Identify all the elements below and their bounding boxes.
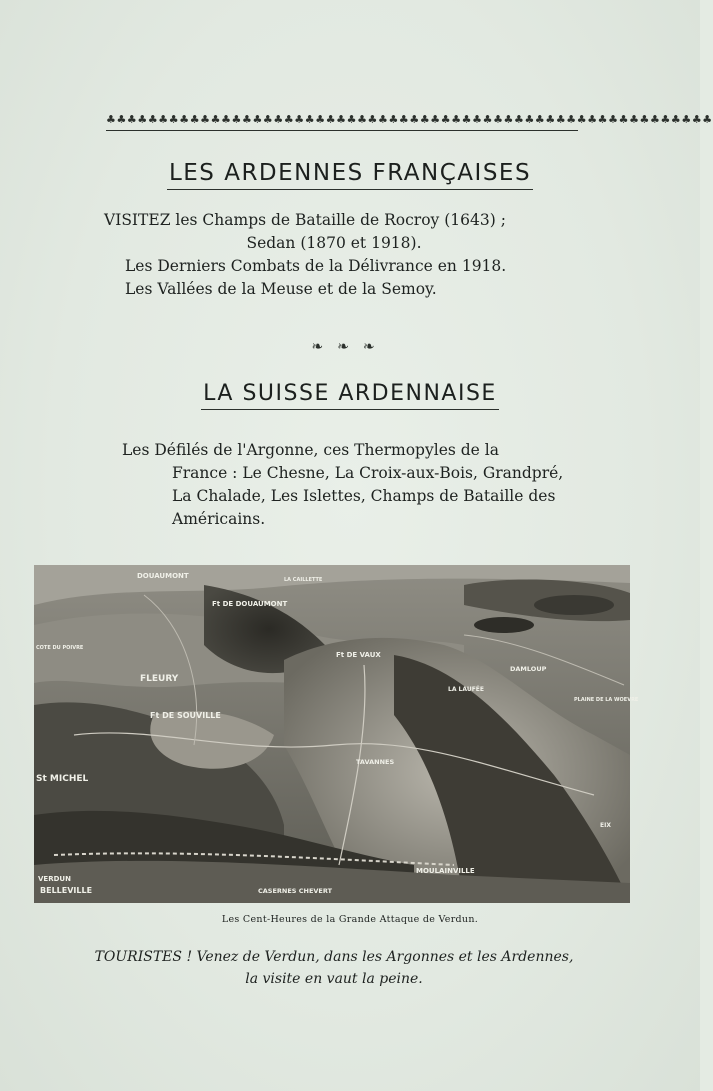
map-label-douaumont: DOUAUMONT: [137, 572, 189, 580]
section-title-ardennes-text: LES ARDENNES FRANÇAISES: [167, 160, 533, 190]
map-label-st-michel: St MICHEL: [36, 774, 89, 784]
paragraph-line: Américains.: [172, 510, 266, 528]
tourist-invitation: [44, 946, 624, 990]
map-label-cote-poivre: COTE DU POIVRE: [36, 645, 84, 651]
ornament-underline: [106, 130, 578, 131]
ornamental-rule: [106, 113, 713, 137]
fleuron-divider: ❧❧❧: [311, 339, 389, 355]
map-label-eix: EIX: [600, 822, 611, 829]
map-label-moulainville: MOULAINVILLE: [416, 867, 475, 875]
section-title-suisse: [0, 381, 700, 410]
map-label-la-caillette: LA CAILLETTE: [284, 577, 323, 583]
map-label-tavannes: TAVANNES: [356, 758, 395, 766]
battlefield-relief-image: [34, 565, 639, 903]
map-label-la-laufee: LA LAUFÉE: [448, 686, 485, 693]
section-title-ardennes: [0, 160, 700, 190]
verdun-battlefield-photo: [34, 565, 639, 903]
paragraph-line: Les Vallées de la Meuse et de la Semoy.: [125, 280, 437, 298]
map-label-fort-vaux: Ft DE VAUX: [336, 651, 381, 659]
map-label-fort-douaumont: Ft DE DOUAUMONT: [212, 600, 288, 608]
paragraph-line: Sedan (1870 et 1918).: [246, 234, 422, 252]
photo-caption: Les Cent-Heures de la Grande Attaque de Verdun.: [221, 914, 479, 925]
paragraph-line: VISITEZ les Champs de Bataille de Rocroy (1643) ;: [104, 211, 506, 229]
ornament-star-row: ♣♣♣♣♣♣♣♣♣♣♣♣♣♣♣♣♣♣♣♣♣♣♣♣♣♣♣♣♣♣♣♣♣♣♣♣♣♣♣♣♣♣♣♣♣♣♣♣♣♣♣♣♣♣♣♣♣♣: [106, 113, 713, 126]
map-label-casernes: CASERNES CHEVERT: [258, 887, 333, 895]
section-paragraph-suisse: [122, 439, 578, 531]
map-label-belleville: BELLEVILLE: [40, 886, 93, 895]
map-label-verdun: VERDUN: [38, 875, 71, 883]
tourist-line-2: la visite en vaut la peine.: [245, 971, 423, 987]
map-label-damloup: DAMLOUP: [510, 665, 547, 673]
tourist-line-1: TOURISTES ! Venez de Verdun, dans les Argonnes et les Ardennes,: [94, 949, 574, 965]
map-label-plaine-woevre: PLAINE DE LA WOEVRE: [574, 697, 639, 703]
section-title-suisse-text: LA SUISSE ARDENNAISE: [201, 381, 499, 410]
map-label-fort-souville: Ft DE SOUVILLE: [150, 711, 221, 720]
paragraph-line: Les Derniers Combats de la Délivrance en 1918.: [125, 257, 507, 275]
paragraph-line: France : Le Chesne, La Croix-aux-Bois, Grandpré,: [172, 464, 564, 482]
paragraph-line: La Chalade, Les Islettes, Champs de Bataille des: [172, 487, 556, 505]
section-paragraph-ardennes: [104, 209, 594, 301]
paragraph-line: Les Défilés de l'Argonne, ces Thermopyles de la: [122, 441, 499, 459]
map-label-fleury: FLEURY: [140, 674, 179, 684]
